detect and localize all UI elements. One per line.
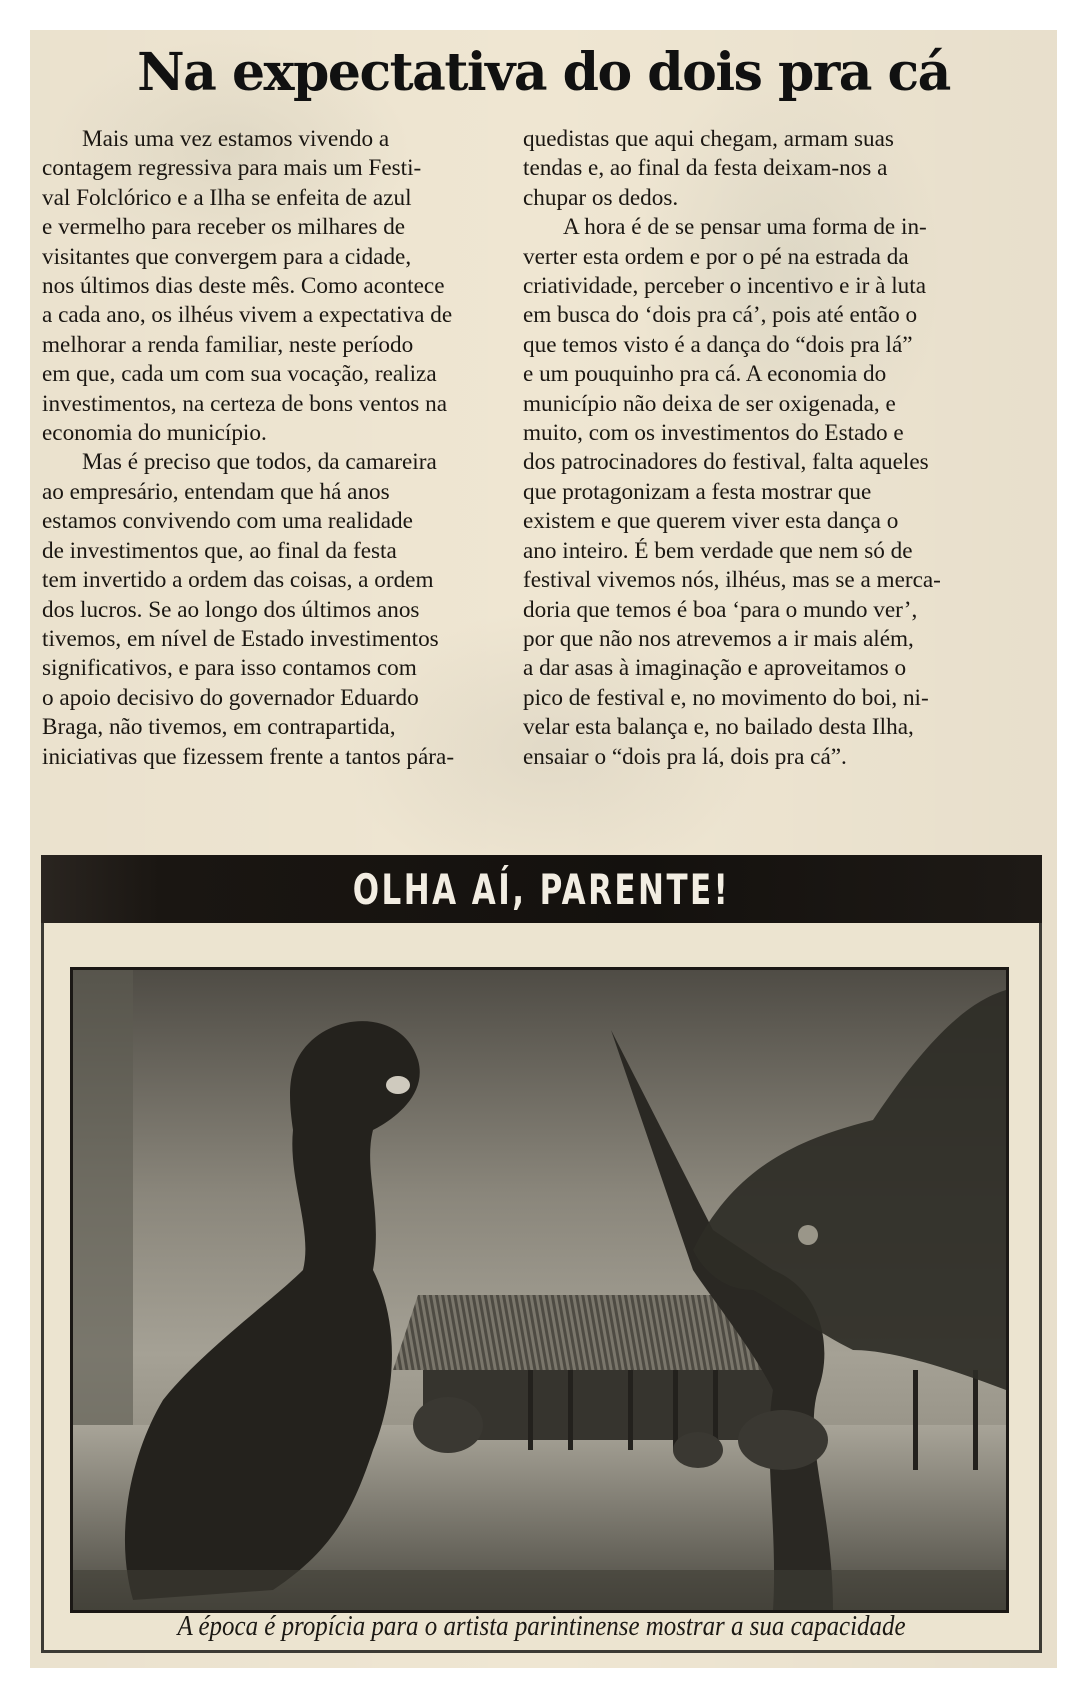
text-line: dos lucros. Se ao longo dos últimos anos — [42, 596, 420, 623]
text-line: criatividade, perceber o incentivo e ir à luta — [523, 273, 927, 300]
text-line: contagem regressiva para mais um Festi- — [42, 155, 422, 182]
text-line: que protagonizam a festa mostrar que — [523, 478, 872, 505]
photo-shrub — [413, 1397, 483, 1453]
text-line: e um pouquinho pra cá. A economia do — [523, 361, 887, 388]
photo-topiary-birds — [70, 967, 1009, 1613]
text-line: ano inteiro. É bem verdade que nem só de — [523, 537, 913, 564]
text-line: investimentos, na certeza de bons ventos na — [42, 390, 448, 417]
text-line: economia do município. — [42, 420, 267, 447]
article-title: Na expectativa do dois pra cá — [137, 42, 950, 103]
text-line: tendas e, ao final da festa deixam-nos a — [523, 155, 888, 182]
text-line: doria que temos é boa ‘para o mundo ver’, — [523, 596, 918, 623]
text-line: estamos convivendo com uma realidade — [42, 508, 413, 535]
text-line: val Folclórico e a Ilha se enfeita de azul — [42, 184, 412, 211]
banner-heading: OLHA AÍ, PARENTE! — [352, 865, 731, 914]
text-line: A hora é de se pensar uma forma de in- — [563, 214, 927, 241]
text-line: tivemos, em nível de Estado investimentos — [42, 625, 439, 652]
text-line: ensaiar o “dois pra lá, dois pra cá”. — [523, 743, 847, 770]
text-line: tem invertido a ordem das coisas, a ordem — [42, 567, 434, 594]
text-line: nos últimos dias deste mês. Como acontece — [42, 273, 445, 300]
text-line: muito, com os investimentos do Estado e — [523, 420, 904, 447]
text-line: existem e que querem viver esta dança o — [523, 508, 899, 535]
photo-image — [73, 970, 1006, 1610]
article-column-left — [42, 125, 504, 772]
text-line: o apoio decisivo do governador Eduardo — [42, 684, 419, 711]
text-line: significativos, e para isso contamos com — [42, 655, 417, 682]
text-line: a cada ano, os ilhéus vivem a expectativa de — [42, 302, 453, 329]
text-line: Mais uma vez estamos vivendo a — [82, 126, 390, 152]
text-line: pico de festival e, no movimento do boi, ni- — [523, 684, 929, 711]
text-line: de investimentos que, ao final da festa — [42, 537, 397, 564]
text-line: verter esta ordem e por o pé na estrada da — [523, 243, 909, 270]
text-line: município não deixa de ser oxigenada, e — [523, 390, 896, 417]
text-line: em busca do ‘dois pra cá’, pois até então o — [523, 302, 918, 329]
text-line: Braga, não tivemos, em contrapartida, — [42, 714, 396, 741]
photo-shrub — [738, 1410, 828, 1470]
photo-caption: A época é propícia para o artista parintinense mostrar a sua capacidade — [177, 1610, 906, 1642]
feature-banner — [41, 855, 1042, 923]
text-line: melhorar a renda familiar, neste período — [42, 331, 414, 358]
text-line: quedistas que aqui chegam, armam suas — [523, 126, 894, 152]
newspaper-clipping — [30, 30, 1057, 1668]
photo-shrub — [673, 1432, 723, 1468]
text-line: Mas é preciso que todos, da camareira — [82, 449, 437, 476]
text-line: velar esta balança e, no bailado desta Ilha, — [523, 714, 914, 741]
text-line: que temos visto é a dança do “dois pra lá” — [523, 331, 913, 358]
text-line: em que, cada um com sua vocação, realiza — [42, 361, 437, 388]
text-line: e vermelho para receber os milhares de — [42, 214, 406, 241]
text-line: dos patrocinadores do festival, falta aqueles — [523, 449, 929, 476]
text-line: a dar asas à imaginação e aproveitamos o — [523, 655, 907, 682]
text-line: visitantes que convergem para a cidade, — [42, 243, 412, 270]
text-line: chupar os dedos. — [523, 184, 679, 211]
text-line: ao empresário, entendam que há anos — [42, 478, 390, 505]
text-line: festival vivemos nós, ilhéus, mas se a merca- — [523, 567, 941, 594]
article-column-right — [523, 125, 985, 772]
text-line: iniciativas que fizessem frente a tantos pára- — [42, 743, 455, 770]
text-line: por que não nos atrevemos a ir mais além, — [523, 625, 914, 652]
